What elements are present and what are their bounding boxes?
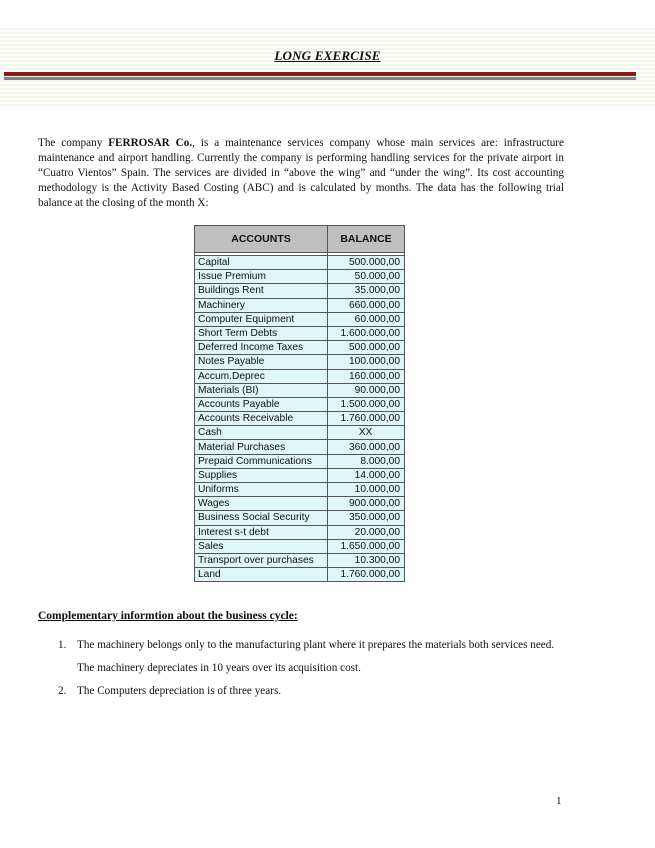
- balance-header: BALANCE: [328, 226, 405, 253]
- section-heading: Complementary informtion about the business cycle:: [38, 610, 298, 622]
- account-balance: 10.300,00: [328, 553, 405, 567]
- account-balance: 14.000,00: [328, 468, 405, 482]
- account-name: Machinery: [195, 298, 328, 312]
- table-row: [195, 440, 405, 454]
- account-name: Wages: [195, 497, 328, 511]
- account-name: Issue Premium: [195, 270, 328, 284]
- accounts-header: ACCOUNTS: [195, 226, 328, 253]
- account-name: Land: [195, 568, 328, 582]
- account-name: Capital: [195, 256, 328, 270]
- table-row: [195, 369, 405, 383]
- table-row: [195, 383, 405, 397]
- table-row: [195, 511, 405, 525]
- account-balance: 1.600.000,00: [328, 326, 405, 340]
- list-item-number: 2.: [58, 685, 67, 697]
- account-balance: 8.000,00: [328, 454, 405, 468]
- intro-text-rest: , is a maintenance services company whose main services are: infrastructure maintenance and airport handling. Currently the company is performing handling services for the private airport in “Cuatro Vientos” Spain. The services are divided in “above the wing” and “under the wing”. Its cost accounting methodology is the Activity Based Costing (ABC) and is calculated by months. The data has the following trial balance at the closing of the month X:: [38, 137, 564, 209]
- table-row: [195, 553, 405, 567]
- account-balance: 1.760.000,00: [328, 568, 405, 582]
- account-balance: 20.000,00: [328, 525, 405, 539]
- page-number: 1: [556, 795, 562, 807]
- table-row: [195, 454, 405, 468]
- account-balance: 500.000,00: [328, 341, 405, 355]
- account-name: Buildings Rent: [195, 284, 328, 298]
- table-row: [195, 270, 405, 284]
- account-balance: 10.000,00: [328, 483, 405, 497]
- account-balance: 1.760.000,00: [328, 412, 405, 426]
- header-band: [0, 28, 655, 108]
- account-name: Accum.Deprec: [195, 369, 328, 383]
- account-name: Uniforms: [195, 483, 328, 497]
- account-name: Prepaid Communications: [195, 454, 328, 468]
- account-name: Material Purchases: [195, 440, 328, 454]
- account-balance: 1.500.000,00: [328, 397, 405, 411]
- account-balance: 1.650.000,00: [328, 539, 405, 553]
- header-rule-red: [4, 72, 636, 76]
- account-balance: XX: [328, 426, 405, 440]
- account-name: Sales: [195, 539, 328, 553]
- table-row: [195, 284, 405, 298]
- table-row: [195, 497, 405, 511]
- table-row: [195, 397, 405, 411]
- account-balance: 360.000,00: [328, 440, 405, 454]
- table-body: [195, 253, 405, 582]
- account-name: Supplies: [195, 468, 328, 482]
- account-name: Cash: [195, 426, 328, 440]
- table-row: [195, 539, 405, 553]
- account-name: Notes Payable: [195, 355, 328, 369]
- list-item: [58, 634, 566, 680]
- account-name: Interest s-t debt: [195, 525, 328, 539]
- account-balance: 50.000,00: [328, 270, 405, 284]
- account-name: Business Social Security: [195, 511, 328, 525]
- company-name: FERROSAR Co.: [108, 137, 193, 149]
- account-balance: 660.000,00: [328, 298, 405, 312]
- account-name: Accounts Payable: [195, 397, 328, 411]
- account-balance: 35.000,00: [328, 284, 405, 298]
- list-item-number: 1.: [58, 639, 67, 651]
- table-header-row: [195, 226, 405, 253]
- table-row: [195, 312, 405, 326]
- account-balance: 160.000,00: [328, 369, 405, 383]
- account-balance: 500.000,00: [328, 256, 405, 270]
- account-balance: 90.000,00: [328, 383, 405, 397]
- account-name: Computer Equipment: [195, 312, 328, 326]
- trial-balance-table: [194, 225, 405, 582]
- account-balance: 350.000,00: [328, 511, 405, 525]
- intro-text-start: The company: [38, 137, 109, 149]
- list-item-text: The machinery belongs only to the manufacturing plant where it prepares the materials both services need. The machinery depreciates in 10 years over its acquisition cost.: [77, 639, 555, 674]
- list-item-text: The Computers depreciation is of three years.: [77, 685, 282, 697]
- table-row: [195, 426, 405, 440]
- complementary-list: [58, 634, 566, 703]
- account-name: Deferred Income Taxes: [195, 341, 328, 355]
- account-name: Transport over purchases: [195, 553, 328, 567]
- account-balance: 100.000,00: [328, 355, 405, 369]
- table-row: [195, 298, 405, 312]
- table-row: [195, 468, 405, 482]
- table-row: [195, 341, 405, 355]
- table-row: [195, 483, 405, 497]
- table-row: [195, 412, 405, 426]
- account-balance: 60.000,00: [328, 312, 405, 326]
- account-name: Materials (BI): [195, 383, 328, 397]
- table-row: [195, 326, 405, 340]
- table-row: [195, 256, 405, 270]
- account-name: Short Term Debts: [195, 326, 328, 340]
- intro-paragraph: [38, 136, 564, 211]
- header-rule-gray: [4, 77, 636, 80]
- account-name: Accounts Receivable: [195, 412, 328, 426]
- list-item: [58, 680, 566, 703]
- page-title: LONG EXERCISE: [274, 48, 381, 63]
- table-row: [195, 568, 405, 582]
- table-row: [195, 355, 405, 369]
- table-row: [195, 525, 405, 539]
- account-balance: 900.000,00: [328, 497, 405, 511]
